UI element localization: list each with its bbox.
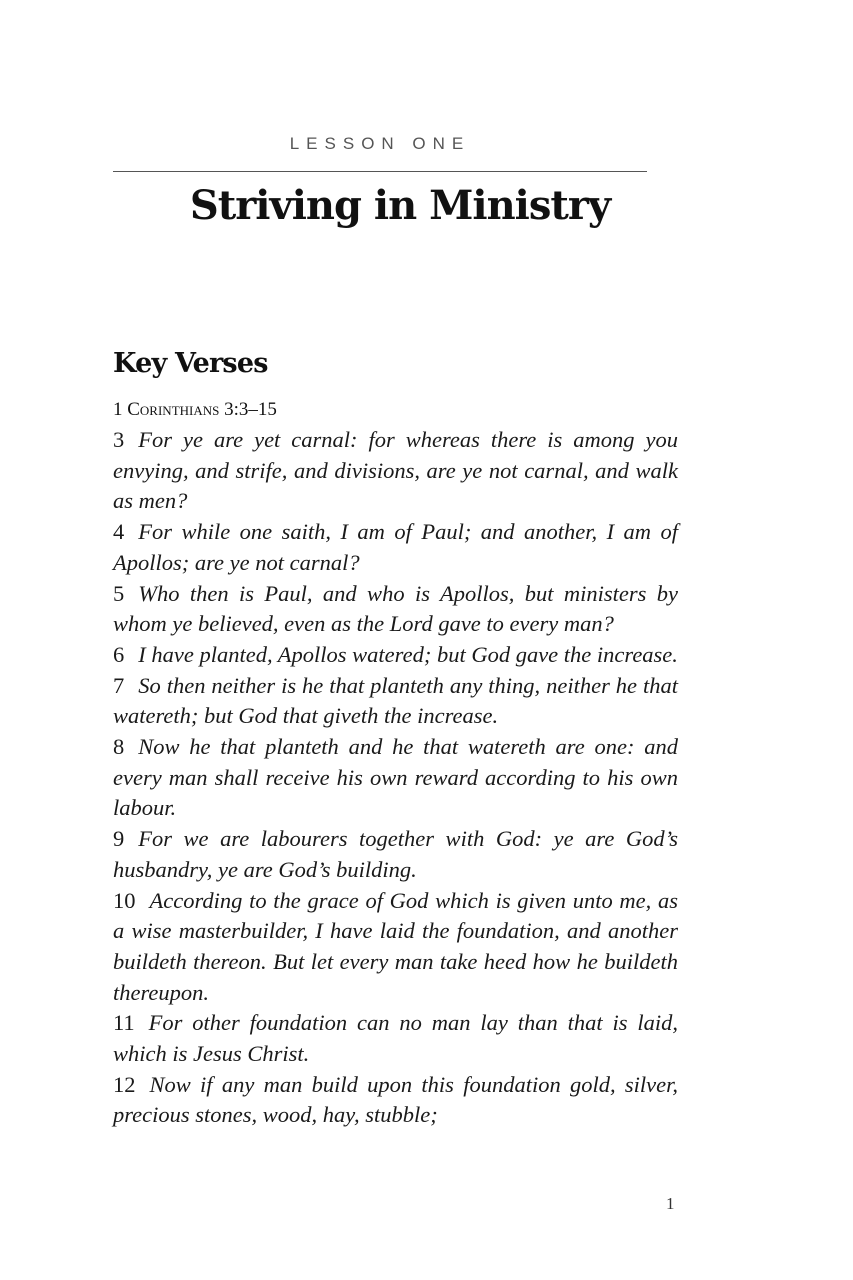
verse [113, 1008, 678, 1069]
verse-number: 8 [113, 734, 125, 760]
section-heading: Key Verses [113, 348, 268, 379]
verse-number: 7 [113, 672, 125, 698]
verse [113, 824, 678, 885]
verse-text: For while one saith, I am of Paul; and another, I am of Apollos; are ye not carnal? [113, 519, 678, 575]
verse [113, 886, 678, 1009]
verse [113, 517, 678, 578]
verse-list [113, 425, 678, 1131]
verse-number: 12 [113, 1071, 136, 1097]
verse-number: 9 [113, 826, 125, 852]
verse-text: For we are labourers together with God: ye are God’s husbandry, ye are God’s building. [113, 826, 678, 882]
page-title: Striving in Ministry [189, 182, 611, 229]
verse-text: Now he that planteth and he that watereth are one: and every man shall receive his own reward according to his own labour. [113, 734, 678, 821]
verse [113, 640, 678, 671]
verse-number: 3 [113, 427, 125, 452]
verse-number: 4 [113, 519, 125, 545]
verse [113, 1070, 678, 1131]
header-divider [113, 171, 647, 172]
verse-number: 10 [113, 887, 136, 913]
verse-text: Who then is Paul, and who is Apollos, but ministers by whom ye believed, even as the Lord gave to every man? [113, 580, 678, 637]
verse-text: For ye are yet carnal: for whereas there is among you envying, and strife, and divisions, are ye not carnal, and walk as men? [113, 427, 678, 514]
lesson-label: LESSON ONE [289, 134, 471, 153]
verse [113, 579, 678, 640]
verse-text: I have planted, Apollos watered; but God gave the increase. [138, 641, 678, 667]
verse [113, 425, 678, 517]
scripture-reference: 1 Corinthians 3:3–15 [113, 399, 277, 420]
verse [113, 671, 678, 732]
verse-number: 11 [113, 1010, 135, 1036]
verse-text: Now if any man build upon this foundation gold, silver, precious stones, wood, hay, stubble; [113, 1071, 678, 1128]
verse [113, 732, 678, 824]
verse-number: 6 [113, 641, 125, 667]
verse-text: So then neither is he that planteth any thing, neither he that watereth; but God that giveth the increase. [113, 672, 678, 729]
verse-text: For other foundation can no man lay than that is laid, which is Jesus Christ. [113, 1010, 678, 1067]
verse-text: According to the grace of God which is given unto me, as a wise masterbuilder, I have laid the foundation, and another buildeth thereon. But let every man take heed how he buildeth thereupon. [113, 887, 678, 1005]
verse-number: 5 [113, 580, 125, 606]
page-number: 1 [666, 1194, 675, 1213]
